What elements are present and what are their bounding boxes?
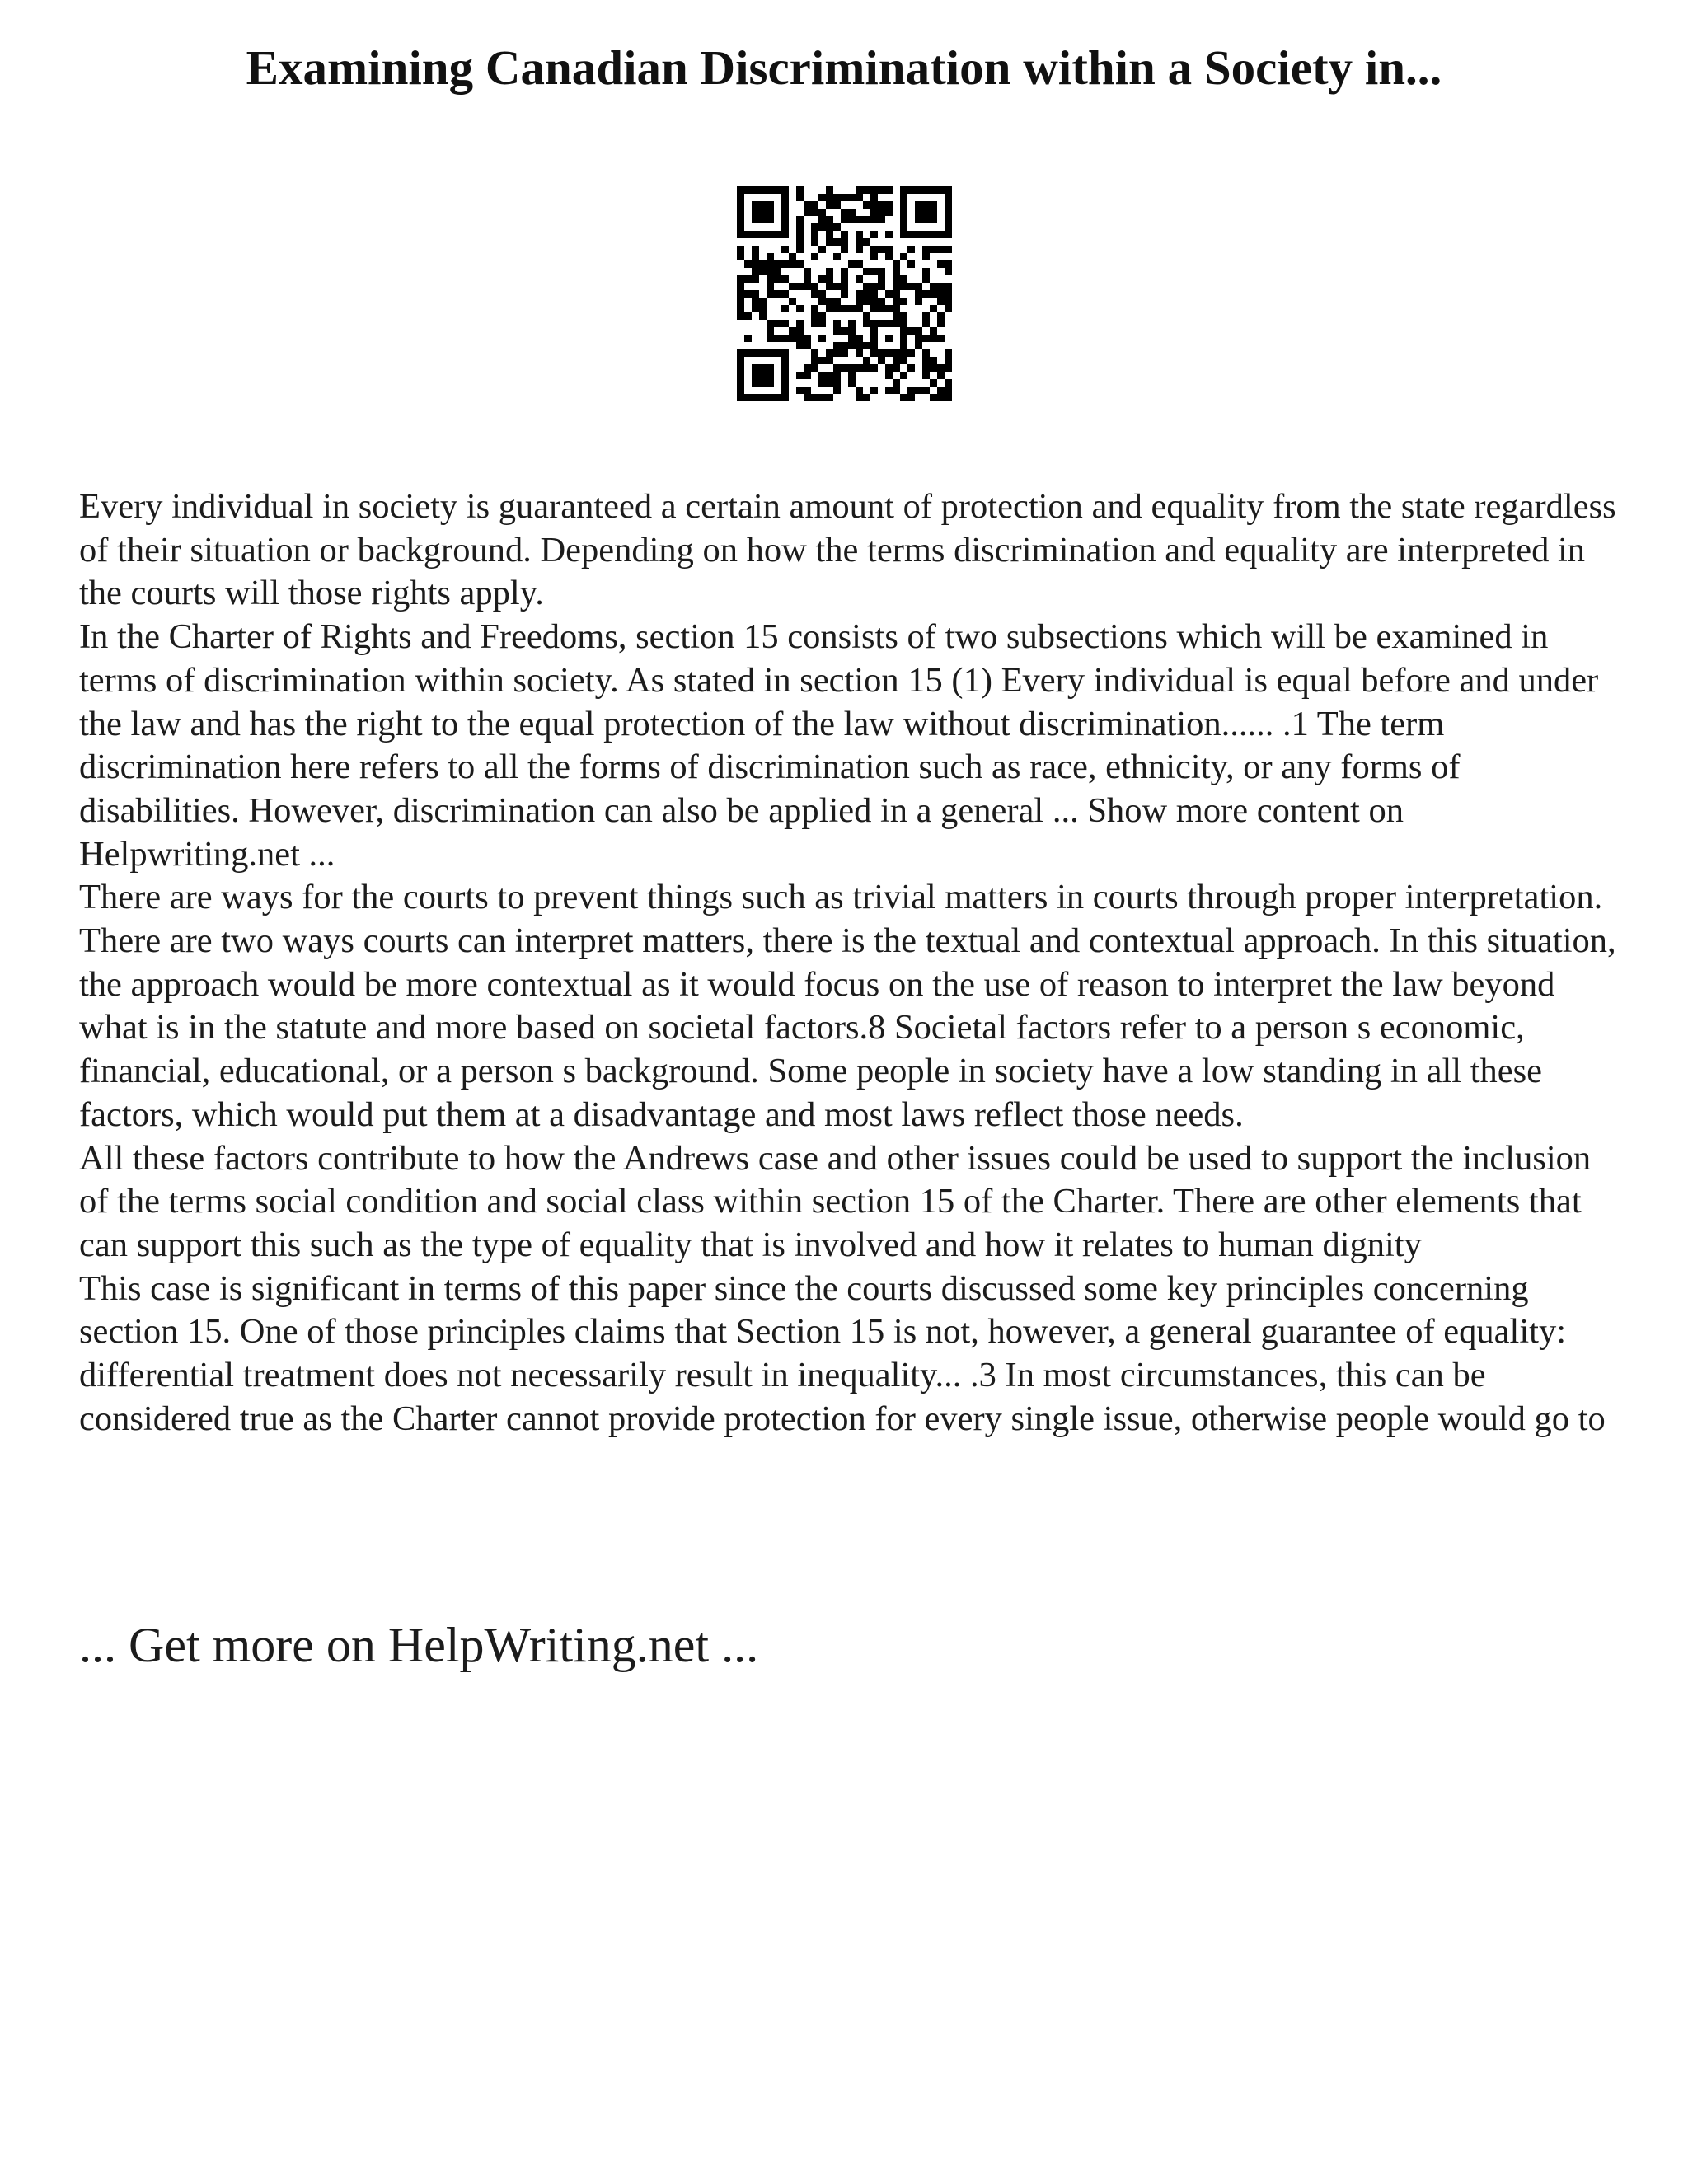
get-more-link[interactable]: ... Get more on HelpWriting.net ... <box>79 1618 759 1672</box>
paragraph: In the Charter of Rights and Freedoms, section 15 consists of two subsections which will be examined in terms of discrimination within society. As stated in section 15 (1) Every individual is equal before and under the law and has the right to the equal protection of the law without discrimination...... .1 The term discrimination here refers to all the forms of discrimination such as race, ethnicity, or any forms of disabilities. However, discrimination can also be applied in a general ... Show more content on Helpwriting.net ... <box>79 617 1599 874</box>
article-body <box>79 485 1629 1441</box>
qr-code-icon <box>722 171 967 416</box>
paragraph: This case is significant in terms of this paper since the courts discussed some key principles concerning section 15. One of those principles claims that Section 15 is not, however, a general guarantee of equality: differential treatment does not necessarily result in inequality... .3 In most circumstances, this can be considered true as the Charter cannot provide protection for every single issue, otherwise people would go to <box>79 1268 1606 1438</box>
paragraph: Every individual in society is guaranteed a certain amount of protection and equality from the state regardless of their situation or background. Depending on how the terms discrimination and equality are interpreted in the courts will those rights apply. <box>79 487 1616 613</box>
paragraph: There are ways for the courts to prevent things such as trivial matters in courts through proper interpretation. There are two ways courts can interpret matters, there is the textual and contextual approach. In this situation, the approach would be more contextual as it would focus on the use of reason to interpret the law beyond what is in the statute and more based on societal factors.8 Societal factors refer to a person s economic, financial, educational, or a person s background. Some people in society have a low standing in all these factors, which would put them at a disadvantage and most laws reflect those needs. <box>79 878 1616 1134</box>
page-title: Examining Canadian Discrimination within a Society in... <box>246 40 1442 95</box>
paragraph: All these factors contribute to how the Andrews case and other issues could be used to support the inclusion of the terms social condition and social class within section 15 of the Charter. There are other elements that can support this such as the type of equality that is involved and how it relates to human dignity <box>79 1138 1592 1264</box>
